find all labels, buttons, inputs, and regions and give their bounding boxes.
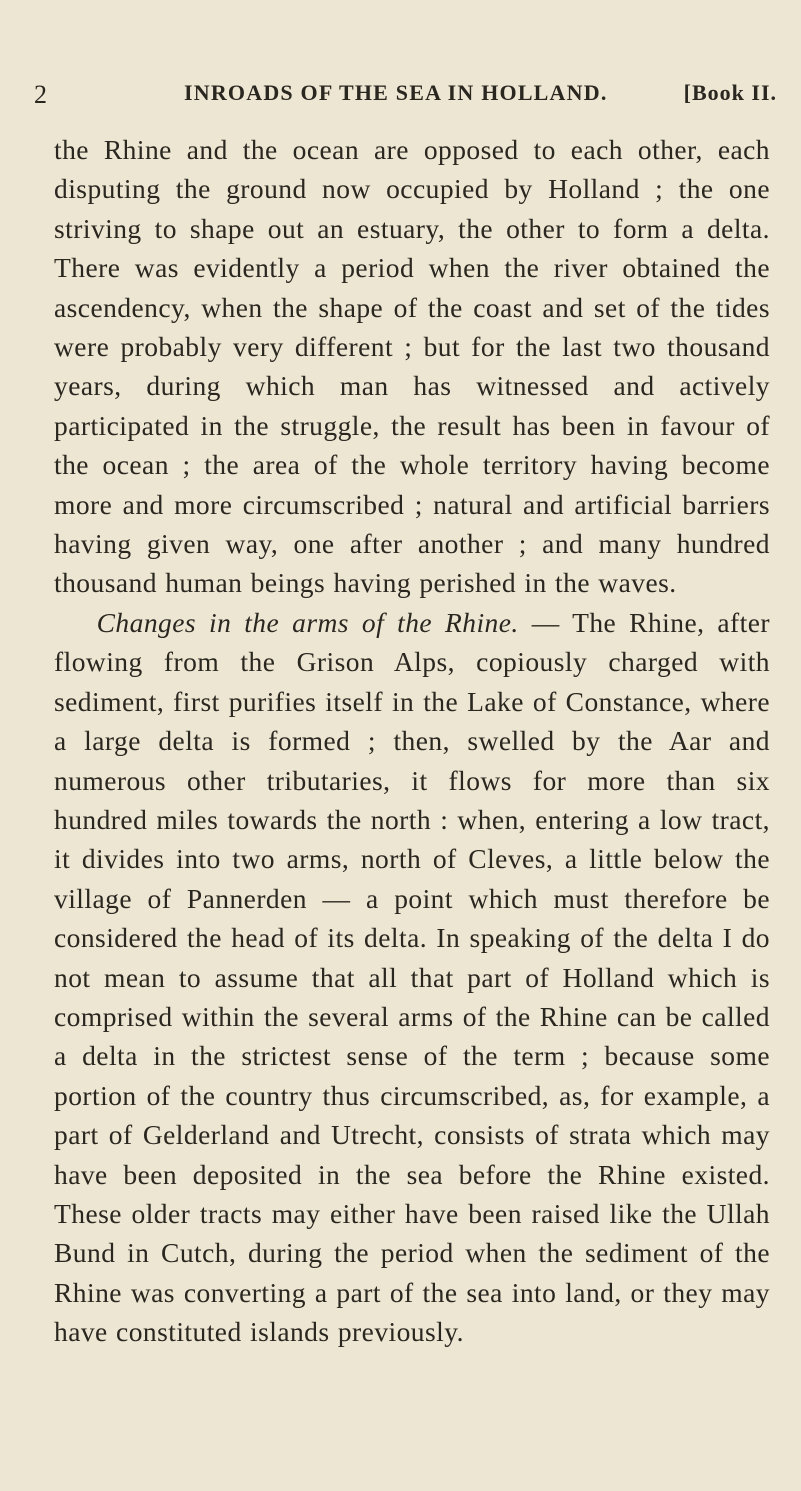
paragraph-changes-in-arms (54, 603, 770, 1352)
page-number: 2 (34, 80, 48, 109)
paragraph-body: — The Rhine, after flowing from the Grison Alps, copiously charged with sediment, first purifies itself in the Lake of Constance, where a large delta is formed ; then, swelled by the Aar and numerous other tributaries, it flows for more than six hundred miles towards the north : when, entering a low tract, it divides into two arms, north of Cleves, a little below the village of Pannerden — a point which must therefore be considered the head of its delta. In speaking of the delta I do not mean to assume that all that part of Holland which is comprised within the several arms of the Rhine can be called a delta in the strictest sense of the term ; because some portion of the country thus circumscribed, as, for example, a part of Gelderland and Utrecht, consists of strata which may have been deposited in the sea before the Rhine existed. These older tracts may either have been raised like the Ullah Bund in Cutch, during the period when the sediment of the Rhine was converting a part of the sea into land, or they may have constituted islands previously. (54, 606, 770, 1348)
running-head (34, 80, 777, 112)
section-sidehead: Changes in the arms of the Rhine. (96, 606, 519, 638)
book-reference: [Book II. (683, 80, 777, 105)
paragraph-continuation: the Rhine and the ocean are opposed to each other, each disputing the ground now occupied by Holland ; the one striving to shape out an estuary, the other to form a delta. There was evidently a period when the river obtained the ascendency, when the shape of the coast and set of the tides were probably very different ; but for the last two thousand years, during which man has witnessed and actively participated in the struggle, the result has been in favour of the ocean ; the area of the whole territory having become more and more circumscribed ; natural and artificial barriers having given way, one after another ; and many hundred thousand human beings having perished in the waves. (54, 134, 770, 599)
body-text (54, 130, 770, 1352)
running-title: INROADS OF THE SEA IN HOLLAND. (184, 80, 608, 105)
